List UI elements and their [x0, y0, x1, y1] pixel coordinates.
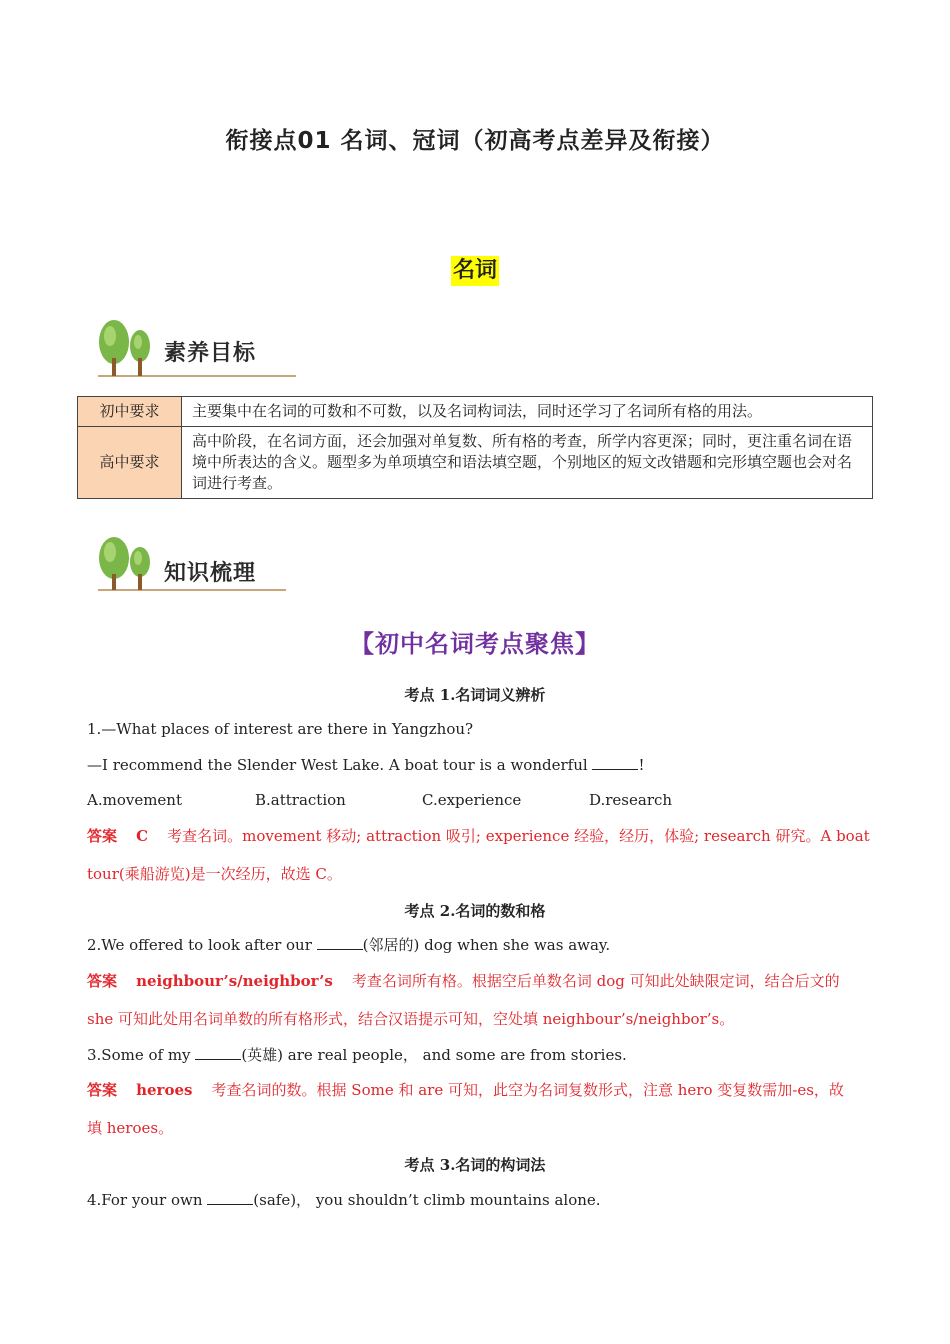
answer-key: neighbour’s/neighbor’s [136, 972, 333, 990]
banner-knowledge-label: 知识梳理 [164, 561, 257, 586]
q1-line2 [87, 755, 867, 775]
row-head: 高中要求 [78, 427, 182, 499]
option-a: A.movement [87, 791, 182, 809]
answer-key: heroes [136, 1081, 193, 1099]
q3-text: 3.Some of my [87, 1046, 196, 1064]
answer-blank [317, 935, 363, 950]
table-row [78, 427, 873, 499]
q1-line1: 1.—What places of interest are there in Yangzhou? [87, 720, 474, 738]
kp-heading-2: 考点 2.名词的数和格 [404, 902, 546, 920]
q2-end: (邻居的) dog when she was away. [362, 936, 611, 954]
section-title: 【初中名词考点聚焦】 [350, 630, 600, 658]
a2-line2: she 可知此处用名词单数的所有格形式，结合汉语提示可知，空处填 neighbour’s/neighbor’s。 [87, 1010, 735, 1028]
kp-heading-3: 考点 3.名词的构词法 [404, 1156, 546, 1174]
q4-end: (safe)， you shouldn’t climb mountains alone. [253, 1191, 601, 1209]
table-row [78, 397, 873, 427]
q4-line [87, 1190, 867, 1210]
answer-label: 答案 [87, 827, 118, 845]
banner-knowledge [96, 536, 306, 596]
answer-label: 答案 [87, 1081, 118, 1099]
q1-options [87, 790, 867, 810]
q3-end: (英雄) are real people， and some are from stories. [241, 1046, 627, 1064]
option-d: D.research [589, 791, 673, 809]
answer-explanation: 考查名词所有格。根据空后单数名词 dog 可知此处缺限定词，结合后文的 [351, 972, 840, 990]
a1-line2: tour(乘船游览)是一次经历，故选 C。 [87, 865, 342, 883]
answer-explanation: 考查名词。movement 移动; attraction 吸引; experience 经验，经历，体验; research 研究。A boat [167, 827, 870, 845]
row-text: 主要集中在名词的可数和不可数，以及名词构词法，同时还学习了名词所有格的用法。 [182, 397, 873, 427]
requirements-table [77, 396, 873, 499]
banner-goals-label: 素养目标 [164, 341, 257, 366]
answer-blank [207, 1190, 253, 1205]
answer-explanation: 考查名词的数。根据 Some 和 are 可知，此空为名词复数形式，注意 hero 变复数需加-es，故 [211, 1081, 844, 1099]
a2-line1 [87, 971, 867, 991]
q4-text: 4.For your own [87, 1191, 208, 1209]
a1-line1 [87, 826, 870, 846]
q3-line [87, 1045, 867, 1065]
q2-line [87, 935, 867, 955]
banner-goals [96, 318, 306, 378]
row-head: 初中要求 [78, 397, 182, 427]
kp-heading-1: 考点 1.名词词义辨析 [404, 686, 546, 704]
subtitle: 名词 [451, 256, 499, 286]
option-b: B.attraction [255, 791, 346, 809]
subtitle-wrap [0, 256, 950, 286]
row-text: 高中阶段，在名词方面，还会加强对单复数、所有格的考查，所学内容更深；同时，更注重名词在语境中所表达的含义。题型多为单项填空和语法填空题，个别地区的短文改错题和完形填空题也会对名词进行考查。 [182, 427, 873, 499]
answer-label: 答案 [87, 972, 118, 990]
q1-end: ! [638, 756, 645, 774]
q2-text: 2.We offered to look after our [87, 936, 317, 954]
a3-line1 [87, 1080, 867, 1100]
answer-key: C [136, 827, 149, 845]
option-c: C.experience [422, 791, 522, 809]
a3-line2: 填 heroes。 [87, 1119, 174, 1137]
page-title: 衔接点01 名词、冠词（初高考点差异及衔接） [225, 128, 725, 154]
answer-blank [195, 1045, 241, 1060]
answer-blank [592, 755, 638, 770]
q1-text: —I recommend the Slender West Lake. A boat tour is a wonderful [87, 756, 593, 774]
